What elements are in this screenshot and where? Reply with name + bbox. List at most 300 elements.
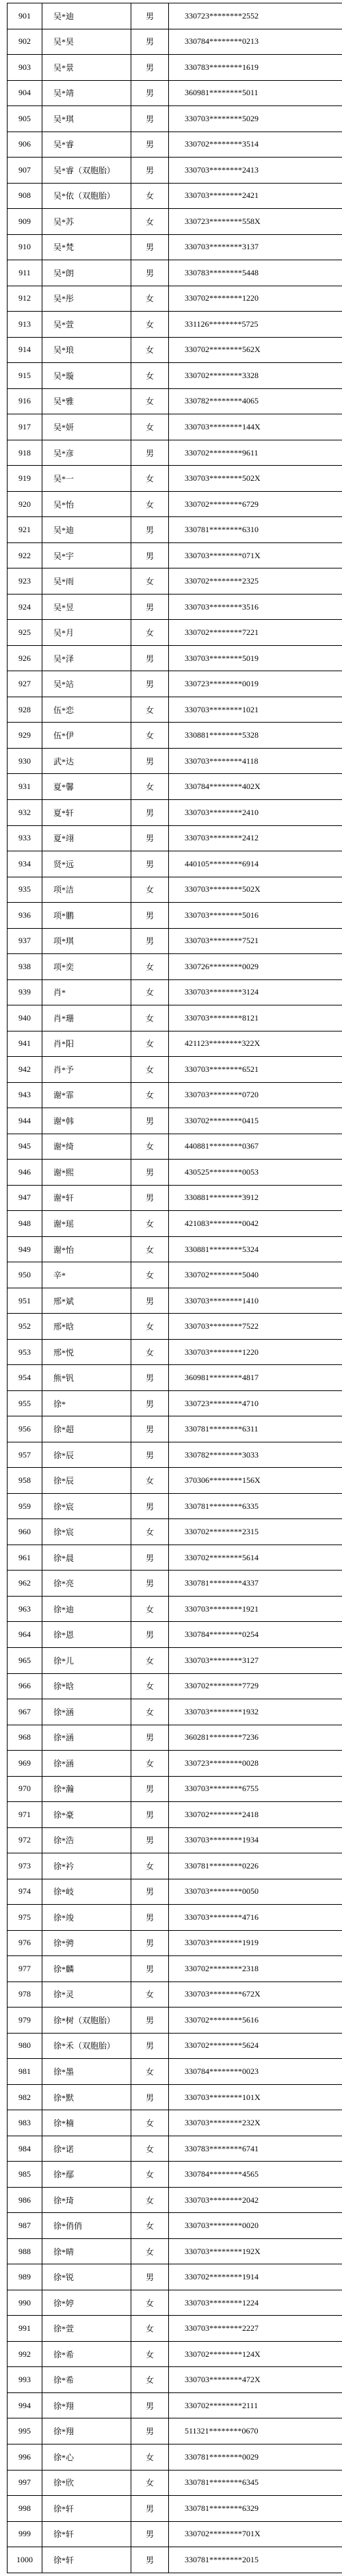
student-name-cell: 武*达 [42,748,131,774]
row-number-cell: 975 [8,1905,42,1931]
row-number-cell: 914 [8,337,42,363]
row-number-cell: 989 [8,2264,42,2290]
table-row [8,234,342,260]
table-row [8,1236,342,1262]
id-number-cell: 330702********2418 [169,1802,342,1828]
table-row [8,1930,342,1956]
gender-cell: 女 [131,2316,169,2342]
id-number-cell: 330703********1224 [169,2290,342,2316]
row-number-cell: 954 [8,1365,42,1391]
row-number-cell: 929 [8,723,42,749]
table-row [8,2008,342,2034]
id-number-cell: 330783********1619 [169,55,342,81]
id-number-cell: 330703********3137 [169,234,342,260]
table-row [8,1596,342,1622]
id-number-cell: 330702********2318 [169,1956,342,1982]
id-number-cell: 330783********5448 [169,260,342,286]
table-row [8,2136,342,2162]
row-number-cell: 968 [8,1725,42,1751]
gender-cell: 女 [131,1314,169,1340]
row-number-cell: 976 [8,1930,42,1956]
student-name-cell: 谢*怡 [42,1236,131,1262]
id-number-cell: 330703********7521 [169,928,342,954]
student-name-cell: 吴*雨 [42,568,131,595]
student-name-cell: 项*鹏 [42,903,131,929]
table-row [8,1262,342,1288]
table-row [8,723,342,749]
student-name-cell: 徐*亮 [42,1571,131,1597]
gender-cell: 女 [131,1853,169,1879]
student-name-cell: 徐*晴 [42,2238,131,2264]
student-name-cell: 徐*浩 [42,1827,131,1853]
id-number-cell: 330703********672X [169,1981,342,2008]
table-row [8,903,342,929]
row-number-cell: 986 [8,2187,42,2213]
row-number-cell: 1000 [8,2547,42,2573]
row-number-cell: 915 [8,363,42,389]
row-number-cell: 920 [8,491,42,517]
table-row [8,2238,342,2264]
table-row [8,594,342,620]
row-number-cell: 996 [8,2444,42,2470]
table-row [8,1905,342,1931]
student-name-cell: 徐*恩 [42,1622,131,1648]
gender-cell: 女 [131,2341,169,2367]
id-number-cell: 330781********4337 [169,1571,342,1597]
student-name-cell: 吴*依（双胞胎） [42,183,131,209]
gender-cell: 女 [131,1468,169,1494]
row-number-cell: 965 [8,1648,42,1674]
row-number-cell: 960 [8,1519,42,1545]
id-number-cell: 330782********3033 [169,1442,342,1468]
id-number-cell: 330703********192X [169,2238,342,2264]
gender-cell: 男 [131,132,169,158]
row-number-cell: 916 [8,388,42,414]
id-number-cell: 330702********7729 [169,1673,342,1699]
id-number-cell: 360281********7236 [169,1725,342,1751]
student-name-cell: 项*洁 [42,877,131,903]
id-number-cell: 331126********5725 [169,312,342,338]
id-number-cell: 330703********2227 [169,2316,342,2342]
student-name-cell: 徐*希 [42,2341,131,2367]
id-number-cell: 330783********6741 [169,2136,342,2162]
gender-cell: 男 [131,2008,169,2034]
student-name-cell: 徐*瀚 [42,1776,131,1802]
row-number-cell: 918 [8,440,42,466]
student-name-cell: 项*琪 [42,928,131,954]
row-number-cell: 980 [8,2033,42,2059]
student-name-cell: 徐*俏俏 [42,2213,131,2239]
student-name-cell: 邢*斌 [42,1288,131,1314]
id-number-cell: 330703********5016 [169,903,342,929]
id-number-cell: 330781********2015 [169,2547,342,2573]
gender-cell: 男 [131,1365,169,1391]
gender-cell: 男 [131,1160,169,1186]
table-row [8,671,342,697]
student-name-cell: 徐*辰 [42,1468,131,1494]
table-row [8,1160,342,1186]
table-row [8,774,342,800]
gender-cell: 女 [131,723,169,749]
gender-cell: 女 [131,414,169,440]
row-number-cell: 940 [8,1005,42,1031]
gender-cell: 女 [131,491,169,517]
gender-cell: 女 [131,979,169,1005]
gender-cell: 男 [131,671,169,697]
table-row [8,1751,342,1777]
id-number-cell: 330703********4716 [169,1905,342,1931]
student-name-cell: 项*奕 [42,954,131,980]
id-number-cell: 330784********0023 [169,2059,342,2085]
table-row [8,697,342,723]
student-name-cell: 徐*超 [42,1416,131,1442]
gender-cell: 男 [131,234,169,260]
gender-cell: 男 [131,903,169,929]
id-number-cell: 330703********2410 [169,799,342,825]
student-name-cell: 徐*麟 [42,1956,131,1982]
table-row [8,1622,342,1648]
row-number-cell: 922 [8,542,42,568]
student-name-cell: 吴*彦 [42,440,131,466]
student-name-cell: 吴*一 [42,466,131,492]
row-number-cell: 917 [8,414,42,440]
row-number-cell: 907 [8,158,42,184]
row-number-cell: 903 [8,55,42,81]
row-number-cell: 985 [8,2162,42,2188]
table-row [8,2392,342,2418]
id-number-cell: 330702********3328 [169,363,342,389]
student-name-cell: 徐*希 [42,2367,131,2393]
row-number-cell: 983 [8,2110,42,2136]
row-number-cell: 927 [8,671,42,697]
gender-cell: 女 [131,2187,169,2213]
row-number-cell: 930 [8,748,42,774]
id-number-cell: 330723********4710 [169,1390,342,1416]
gender-cell: 女 [131,1981,169,2008]
student-name-cell: 徐*欣 [42,2470,131,2496]
gender-cell: 女 [131,954,169,980]
table-row [8,312,342,338]
table-row [8,158,342,184]
id-number-cell: 421123********322X [169,1031,342,1057]
roster-sheet [7,3,335,2573]
id-number-cell: 330703********472X [169,2367,342,2393]
table-row [8,1390,342,1416]
row-number-cell: 981 [8,2059,42,2085]
row-number-cell: 932 [8,799,42,825]
table-row [8,2496,342,2522]
student-name-cell: 谢*霏 [42,1082,131,1108]
table-row [8,414,342,440]
gender-cell: 女 [131,774,169,800]
student-name-cell: 吴*璇 [42,363,131,389]
row-number-cell: 997 [8,2470,42,2496]
row-number-cell: 963 [8,1596,42,1622]
row-number-cell: 955 [8,1390,42,1416]
student-name-cell: 肖*予 [42,1057,131,1083]
id-number-cell: 440105********6914 [169,851,342,877]
gender-cell: 男 [131,1416,169,1442]
table-row [8,928,342,954]
student-name-cell: 徐*骋 [42,1930,131,1956]
id-number-cell: 330702********2325 [169,568,342,595]
row-number-cell: 933 [8,825,42,851]
student-name-cell: 吴*月 [42,620,131,646]
gender-cell: 男 [131,260,169,286]
row-number-cell: 950 [8,1262,42,1288]
row-number-cell: 972 [8,1827,42,1853]
table-row [8,1827,342,1853]
gender-cell: 女 [131,1519,169,1545]
row-number-cell: 923 [8,568,42,595]
student-name-cell: 伍*恋 [42,697,131,723]
id-number-cell: 440881********0367 [169,1134,342,1160]
gender-cell: 女 [131,1005,169,1031]
id-number-cell: 330703********1410 [169,1288,342,1314]
table-row [8,183,342,209]
row-number-cell: 947 [8,1185,42,1211]
id-number-cell: 330703********3516 [169,594,342,620]
gender-cell: 女 [131,1262,169,1288]
gender-cell: 男 [131,851,169,877]
row-number-cell: 924 [8,594,42,620]
row-number-cell: 956 [8,1416,42,1442]
id-number-cell: 330703********2421 [169,183,342,209]
row-number-cell: 931 [8,774,42,800]
row-number-cell: 937 [8,928,42,954]
row-number-cell: 957 [8,1442,42,1468]
student-name-cell: 徐*楠 [42,2110,131,2136]
row-number-cell: 909 [8,209,42,235]
table-row [8,1339,342,1365]
table-row [8,542,342,568]
gender-cell: 女 [131,1211,169,1237]
row-number-cell: 973 [8,1853,42,1879]
id-number-cell: 430525********0053 [169,1160,342,1186]
row-number-cell: 959 [8,1493,42,1519]
student-name-cell: 吴*朗 [42,260,131,286]
table-row [8,1956,342,1982]
student-name-cell: 徐*诺 [42,2136,131,2162]
id-number-cell: 330702********5614 [169,1545,342,1571]
student-name-cell: 徐*鄢 [42,2162,131,2188]
table-row [8,1005,342,1031]
id-number-cell: 330784********4565 [169,2162,342,2188]
student-name-cell: 伍*伊 [42,723,131,749]
table-row [8,2213,342,2239]
roster-table [7,3,342,2573]
gender-cell: 男 [131,1571,169,1597]
gender-cell: 男 [131,2084,169,2110]
table-row [8,799,342,825]
id-number-cell: 330703********2412 [169,825,342,851]
id-number-cell: 330702********562X [169,337,342,363]
gender-cell: 男 [131,2033,169,2059]
gender-cell: 男 [131,1108,169,1134]
table-row [8,2418,342,2444]
row-number-cell: 901 [8,3,42,29]
student-name-cell: 徐*轩 [42,2547,131,2573]
row-number-cell: 998 [8,2496,42,2522]
id-number-cell: 330702********124X [169,2341,342,2367]
gender-cell: 女 [131,2290,169,2316]
row-number-cell: 964 [8,1622,42,1648]
student-name-cell: 徐*宸 [42,1493,131,1519]
roster-body [8,3,342,2573]
table-row [8,2547,342,2573]
row-number-cell: 999 [8,2521,42,2547]
id-number-cell: 330723********0028 [169,1751,342,1777]
id-number-cell: 330703********6755 [169,1776,342,1802]
id-number-cell: 360981********4817 [169,1365,342,1391]
student-name-cell: 徐*辰 [42,1442,131,1468]
id-number-cell: 330703********3124 [169,979,342,1005]
student-name-cell: 徐*轩 [42,2496,131,2522]
gender-cell: 女 [131,337,169,363]
table-row [8,2341,342,2367]
student-name-cell: 吴*昊 [42,29,131,55]
gender-cell: 女 [131,363,169,389]
id-number-cell: 330703********232X [169,2110,342,2136]
table-row [8,1134,342,1160]
id-number-cell: 330702********2315 [169,1519,342,1545]
gender-cell: 男 [131,748,169,774]
id-number-cell: 330703********101X [169,2084,342,2110]
gender-cell: 女 [131,877,169,903]
gender-cell: 女 [131,388,169,414]
table-row [8,80,342,106]
row-number-cell: 944 [8,1108,42,1134]
table-row [8,1031,342,1057]
student-name-cell: 肖*阳 [42,1031,131,1057]
row-number-cell: 970 [8,1776,42,1802]
table-row [8,2316,342,2342]
gender-cell: 女 [131,2136,169,2162]
table-row [8,3,342,29]
row-number-cell: 974 [8,1879,42,1905]
id-number-cell: 330703********5029 [169,106,342,132]
student-name-cell: 邢*悦 [42,1339,131,1365]
gender-cell: 男 [131,80,169,106]
table-row [8,1416,342,1442]
student-name-cell: 徐*翔 [42,2392,131,2418]
id-number-cell: 330703********144X [169,414,342,440]
table-row [8,645,342,671]
row-number-cell: 945 [8,1134,42,1160]
row-number-cell: 978 [8,1981,42,2008]
student-name-cell: 谢*轩 [42,1185,131,1211]
row-number-cell: 910 [8,234,42,260]
id-number-cell: 330702********6729 [169,491,342,517]
student-name-cell: 贤*远 [42,851,131,877]
gender-cell: 女 [131,2162,169,2188]
id-number-cell: 330702********0415 [169,1108,342,1134]
id-number-cell: 330703********0020 [169,2213,342,2239]
student-name-cell: 吴*迪 [42,517,131,543]
id-number-cell: 330703********0720 [169,1082,342,1108]
gender-cell: 男 [131,2547,169,2573]
id-number-cell: 330782********4065 [169,388,342,414]
student-name-cell: 徐*涵 [42,1751,131,1777]
row-number-cell: 912 [8,286,42,312]
table-row [8,877,342,903]
student-name-cell: 辛* [42,1262,131,1288]
gender-cell: 男 [131,1905,169,1931]
table-row [8,2084,342,2110]
row-number-cell: 925 [8,620,42,646]
row-number-cell: 977 [8,1956,42,1982]
gender-cell: 女 [131,1648,169,1674]
gender-cell: 女 [131,2444,169,2470]
gender-cell: 男 [131,1956,169,1982]
id-number-cell: 330703********1932 [169,1699,342,1725]
id-number-cell: 330702********5040 [169,1262,342,1288]
gender-cell: 女 [131,2110,169,2136]
gender-cell: 男 [131,1725,169,1751]
table-row [8,1879,342,1905]
row-number-cell: 939 [8,979,42,1005]
table-row [8,2290,342,2316]
row-number-cell: 953 [8,1339,42,1365]
table-row [8,1673,342,1699]
id-number-cell: 330703********1919 [169,1930,342,1956]
student-name-cell: 邢*晗 [42,1314,131,1340]
row-number-cell: 943 [8,1082,42,1108]
row-number-cell: 904 [8,80,42,106]
row-number-cell: 936 [8,903,42,929]
gender-cell: 男 [131,2521,169,2547]
gender-cell: 女 [131,1751,169,1777]
student-name-cell: 徐*宸 [42,1519,131,1545]
id-number-cell: 330702********701X [169,2521,342,2547]
row-number-cell: 987 [8,2213,42,2239]
student-name-cell: 吴*站 [42,671,131,697]
id-number-cell: 330703********1921 [169,1596,342,1622]
id-number-cell: 330881********5324 [169,1236,342,1262]
id-number-cell: 330781********6311 [169,1416,342,1442]
table-row [8,2059,342,2085]
gender-cell: 男 [131,825,169,851]
student-name-cell: 熊*钒 [42,1365,131,1391]
table-row [8,363,342,389]
row-number-cell: 902 [8,29,42,55]
student-name-cell: 吴*琪 [42,106,131,132]
id-number-cell: 330703********0050 [169,1879,342,1905]
student-name-cell: 谢*瑶 [42,1211,131,1237]
id-number-cell: 330702********1220 [169,286,342,312]
row-number-cell: 941 [8,1031,42,1057]
gender-cell: 男 [131,29,169,55]
student-name-cell: 吴*昱 [42,594,131,620]
id-number-cell: 330702********3514 [169,132,342,158]
id-number-cell: 330703********3127 [169,1648,342,1674]
student-name-cell: 吴*泽 [42,645,131,671]
row-number-cell: 906 [8,132,42,158]
table-row [8,1493,342,1519]
table-row [8,620,342,646]
table-row [8,568,342,595]
student-name-cell: 徐*心 [42,2444,131,2470]
id-number-cell: 330702********5616 [169,2008,342,2034]
student-name-cell: 谢*熙 [42,1160,131,1186]
row-number-cell: 938 [8,954,42,980]
gender-cell: 女 [131,1699,169,1725]
row-number-cell: 961 [8,1545,42,1571]
table-row [8,979,342,1005]
gender-cell: 女 [131,209,169,235]
id-number-cell: 330781********6335 [169,1493,342,1519]
gender-cell: 男 [131,55,169,81]
